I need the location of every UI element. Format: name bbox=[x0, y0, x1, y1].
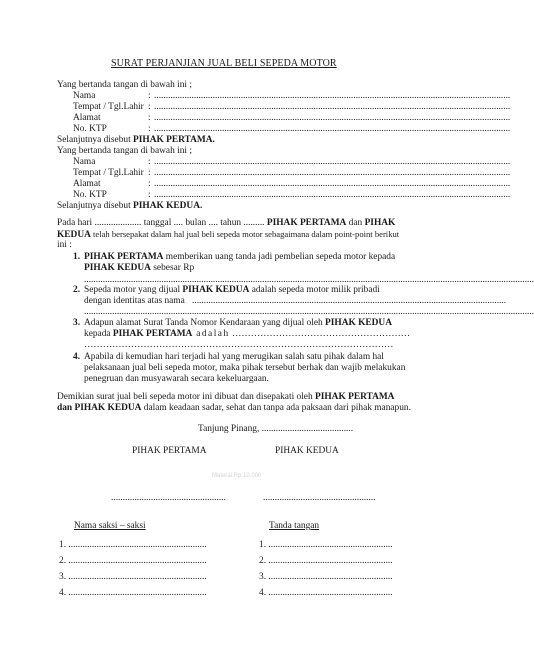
field-dots: ........................................................................................................................................................ bbox=[154, 157, 511, 167]
item-number: 2. bbox=[73, 285, 81, 295]
signature-line-first: ................................................. bbox=[111, 493, 226, 503]
field-colon: : bbox=[148, 113, 151, 123]
signature-dots: ..................................................... bbox=[268, 540, 393, 550]
text-run: PIHAK PERTAMA bbox=[112, 329, 193, 339]
witness-row bbox=[59, 572, 207, 583]
row-number: 4. bbox=[59, 588, 67, 598]
agreement-paragraph-line1 bbox=[57, 218, 395, 229]
field-dots: ........................................................................................................................................................ bbox=[154, 124, 511, 134]
field-colon: : bbox=[148, 91, 151, 101]
text-run: Adapun alamat Surat Tanda Nomor Kendaraan yang dijual oleh bbox=[84, 318, 326, 328]
text-run: dan bbox=[346, 218, 365, 228]
text-run: adalah sepeda motor milik pribadi bbox=[249, 285, 380, 295]
field-dots: ........................................................................................................................................................ bbox=[154, 168, 511, 178]
text-run: adalah bbox=[192, 329, 230, 339]
text-run: telah bersepakat dalam hal jual beli sepeda motor sebagaimana dalam point-point berikut bbox=[90, 229, 400, 239]
text-run: kepada bbox=[84, 329, 113, 339]
caption-prefix: Selanjutnya disebut bbox=[57, 201, 134, 211]
item-line: penegruan dan musyawarah secara kekeluargaan. bbox=[84, 374, 269, 384]
item-line: Apabila di kemudian hari terjadi hal yang merugikan salah satu pihak dalam hal bbox=[84, 352, 384, 362]
item-line bbox=[84, 285, 380, 296]
text-run: PIHAK PERTAMA bbox=[84, 252, 164, 262]
document-title: SURAT PERJANJIAN JUAL BELI SEPEDA MOTOR bbox=[111, 58, 337, 69]
fill-dots: ………………………………………………… bbox=[232, 329, 411, 339]
signature-header: Tanda tangan bbox=[269, 521, 320, 531]
row-number: 1. bbox=[259, 540, 267, 550]
caption-party-name: PIHAK PERTAMA. bbox=[133, 135, 215, 145]
witness-row bbox=[59, 556, 207, 567]
intro-text-second: Yang bertanda tangan di bawah ini ; bbox=[57, 146, 192, 156]
field-colon: : bbox=[148, 157, 151, 167]
text-run: PIHAK KEDUA bbox=[325, 318, 392, 328]
witness-row bbox=[59, 540, 207, 551]
party-two-caption bbox=[57, 201, 202, 212]
text-run: PIHAK KEDUA bbox=[182, 285, 250, 295]
item-number: 1. bbox=[73, 252, 81, 262]
text-run: PIHAK bbox=[364, 218, 396, 228]
item-line bbox=[84, 252, 395, 263]
row-number: 4. bbox=[259, 588, 267, 598]
item-line: pelaksanaan jual beli sepeda motor, maka pihak tersebut berhak dan wajib melakukan bbox=[84, 363, 406, 373]
text-run: PIHAK PERTAMA bbox=[315, 392, 395, 402]
field-colon: : bbox=[148, 168, 151, 178]
field-dots: ........................................................................................................................................................ bbox=[154, 91, 511, 101]
intro-text: Yang bertanda tangan di bawah ini ; bbox=[57, 80, 192, 90]
text-run: dan bbox=[57, 403, 75, 413]
row-number: 1. bbox=[59, 540, 67, 550]
item-line bbox=[84, 318, 392, 329]
field-colon: : bbox=[148, 124, 151, 134]
field-label: Nama bbox=[73, 157, 96, 167]
field-label: Tempat / Tgl.Lahir bbox=[73, 168, 144, 178]
field-colon: : bbox=[148, 102, 151, 112]
field-label: Nama bbox=[73, 91, 96, 101]
second-party-sign-label: PIHAK KEDUA bbox=[275, 446, 339, 456]
name-dots: ........................................................... bbox=[68, 540, 207, 550]
signature-line-second: ................................................ bbox=[263, 493, 376, 503]
text-run: PIHAK PERTAMA bbox=[266, 218, 347, 228]
text-run: sebesar Rp bbox=[150, 263, 195, 273]
field-label: Alamat bbox=[73, 179, 101, 189]
agreement-paragraph-line3: ini : bbox=[57, 240, 72, 250]
text-run: PIHAK KEDUA bbox=[74, 403, 142, 413]
field-label: Tempat / Tgl.Lahir bbox=[73, 102, 144, 112]
field-label: No. KTP bbox=[73, 190, 107, 200]
name-dots: ........................................................... bbox=[68, 572, 207, 582]
text-run: KEDUA bbox=[57, 230, 91, 240]
fill-dots: ................................................................................................................................................................................................ bbox=[84, 307, 534, 317]
text-run: Sepeda motor yang dijual bbox=[84, 285, 183, 295]
row-number: 2. bbox=[59, 556, 67, 566]
field-colon: : bbox=[148, 179, 151, 189]
field-dots: ........................................................................................................................................................ bbox=[154, 113, 511, 123]
place-date: Tanjung Pinang, ....................................... bbox=[198, 424, 354, 434]
fill-dots: ……………………………………………………………………………………… bbox=[84, 340, 394, 350]
item-line bbox=[84, 263, 194, 274]
field-dots: ........................................................................................................................................................ bbox=[154, 190, 511, 200]
field-colon: : bbox=[148, 190, 151, 200]
field-dots: ........................................................................................................................................................ bbox=[154, 102, 511, 112]
caption-party-name: PIHAK KEDUA. bbox=[133, 201, 203, 211]
signature-row bbox=[259, 540, 393, 551]
signature-row bbox=[259, 556, 393, 567]
fill-dots: ................................................................................................................................................................................................ bbox=[84, 275, 534, 285]
row-number: 2. bbox=[259, 556, 267, 566]
text-run: memberikan uang tanda jadi pembelian sepeda motor kepada bbox=[163, 252, 396, 262]
field-dots: ........................................................................................................................................................ bbox=[154, 179, 511, 189]
item-number: 3. bbox=[73, 318, 81, 328]
witness-row bbox=[59, 588, 207, 599]
item-line bbox=[84, 329, 230, 340]
closing-line1 bbox=[57, 392, 394, 403]
witness-names-header: Nama saksi – saksi bbox=[74, 521, 146, 531]
signature-dots: ..................................................... bbox=[268, 588, 393, 598]
text-run: Demikian surat jual beli sepeda motor ini dibuat dan disepakati oleh bbox=[57, 392, 316, 402]
text-run: Pada hari .................... tanggal .... bulan .... tahun ......... bbox=[57, 218, 267, 228]
text-run: dalam keadaan sadar, sehat dan tanpa ada paksaan dari pihak manapun. bbox=[141, 403, 411, 413]
party-one-caption bbox=[57, 135, 215, 146]
signature-row bbox=[259, 588, 393, 599]
field-label: Alamat bbox=[73, 113, 101, 123]
agreement-paragraph-line2 bbox=[57, 229, 399, 241]
fill-dots: ...................................................................................................................................... bbox=[192, 296, 507, 306]
text-run: PIHAK KEDUA bbox=[84, 263, 151, 273]
signature-row bbox=[259, 572, 393, 583]
item-line: dengan identitas atas nama bbox=[84, 296, 185, 306]
first-party-sign-label: PIHAK PERTAMA bbox=[132, 446, 207, 456]
row-number: 3. bbox=[259, 572, 267, 582]
caption-prefix: Selanjutnya disebut bbox=[57, 135, 134, 145]
row-number: 3. bbox=[59, 572, 67, 582]
closing-line2 bbox=[57, 403, 411, 414]
signature-dots: ..................................................... bbox=[268, 556, 393, 566]
name-dots: ........................................................... bbox=[68, 556, 207, 566]
stamp-watermark: Materai Rp 10.000 bbox=[212, 473, 262, 479]
name-dots: ........................................................... bbox=[68, 588, 207, 598]
signature-dots: ..................................................... bbox=[268, 572, 393, 582]
field-label: No. KTP bbox=[73, 124, 107, 134]
item-number: 4. bbox=[73, 352, 81, 362]
